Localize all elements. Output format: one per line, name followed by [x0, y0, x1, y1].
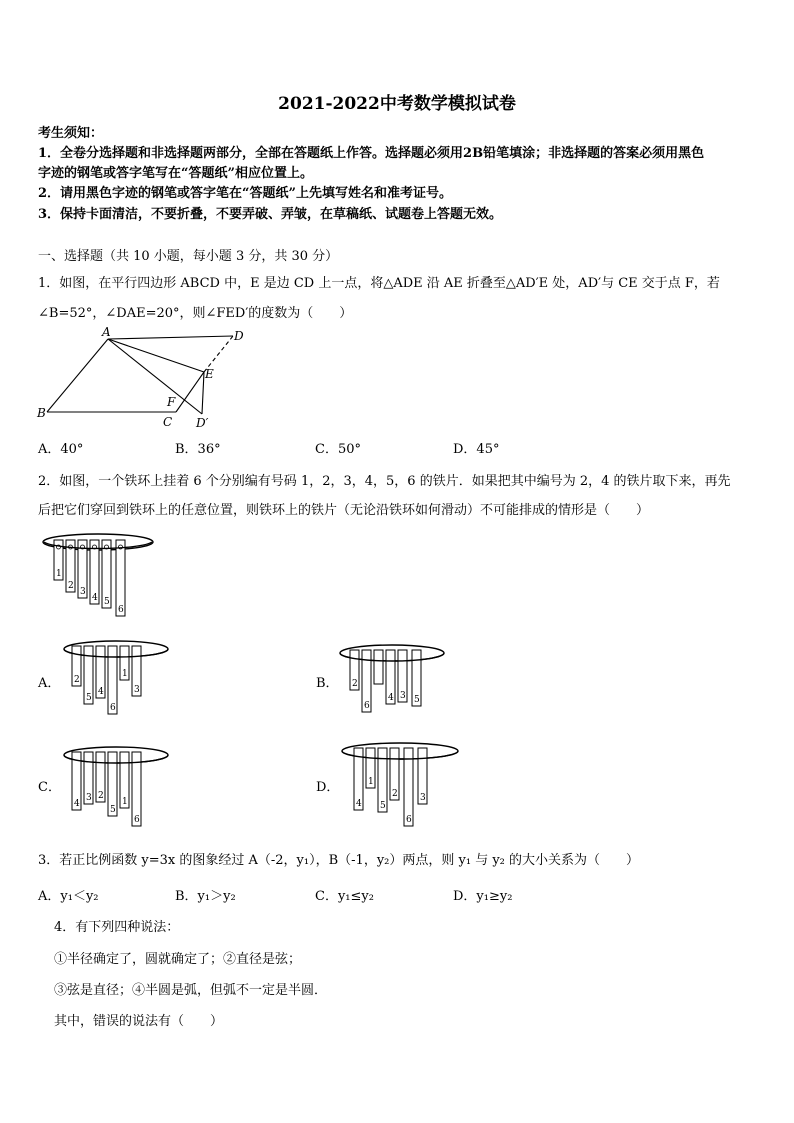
- q3-option-d: D．y₁≥y₂: [453, 889, 513, 904]
- side-ab: [47, 339, 108, 412]
- q2-option-c-label: C．: [38, 780, 61, 795]
- q2-b-num-5: 5: [414, 695, 420, 705]
- q2-a-num-2: 5: [86, 693, 92, 703]
- q2-a-num-6: 3: [134, 685, 140, 695]
- q2-c-num-1: 4: [74, 799, 80, 809]
- q2-option-d-figure: [340, 738, 462, 828]
- q2-stem-line1: 2．如图，一个铁环上挂着 6 个分别编有号码 1，2，3，4，5，6 的铁片．如果把其中编号为 2，4 的铁片取下来，再先: [38, 474, 731, 489]
- q2-a-num-4: 6: [110, 703, 116, 713]
- q2-d-num-6: 3: [420, 793, 426, 803]
- section-heading: 一、选择题（共 10 小题，每小题 3 分，共 30 分）: [38, 249, 339, 264]
- q2-option-a-label: A．: [38, 676, 61, 691]
- notice-item-3: 3．保持卡面清洁，不要折叠，不要弄破、弄皱，在草稿纸、试题卷上答题无效。: [38, 207, 503, 222]
- q2-c-num-4: 5: [110, 805, 116, 815]
- q2-c-num-2: 3: [86, 793, 92, 803]
- label-d: D: [234, 329, 244, 343]
- q2-main-num-3: 3: [80, 587, 86, 597]
- q2-a-num-5: 1: [122, 669, 128, 679]
- segment-ad-prime: [108, 339, 202, 414]
- label-e: E: [205, 367, 214, 381]
- q1-stem-line2: ∠B=52°，∠DAE=20°，则∠FED′的度数为（ ）: [38, 306, 353, 321]
- q2-b-num-3: 4: [388, 693, 394, 703]
- q2-stem-line2: 后把它们穿回到铁环上的任意位置，则铁环上的铁片（无论沿铁环如何滑动）不可能排成的情形是（ ）: [38, 503, 650, 518]
- q2-main-num-6: 6: [118, 605, 124, 615]
- label-f: F: [167, 395, 176, 409]
- q1-option-b: B．36°: [175, 442, 221, 457]
- side-ad: [108, 336, 233, 339]
- q3-stem: 3．若正比例函数 y=3x 的图象经过 A（-2，y₁），B（-1，y₂）两点，则 y₁ 与 y₂ 的大小关系为（ ）: [38, 853, 640, 868]
- q2-option-d-label: D．: [316, 780, 340, 795]
- q4-statement-1-2: ①半径确定了，圆就确定了；②直径是弦；: [54, 952, 302, 967]
- notice-item-2: 2．请用黑色字迹的钢笔或答字笔在“答题纸”上先填写姓名和准考证号。: [38, 186, 453, 201]
- q3-option-c: C．y₁≤y₂: [315, 889, 374, 904]
- q1-stem-line1: 1．如图，在平行四边形 ABCD 中，E 是边 CD 上一点，将△ADE 沿 AE 折叠至△AD′E 处，AD′与 CE 交于点 F，若: [38, 276, 720, 291]
- q2-main-ring-figure: [40, 528, 160, 620]
- q2-d-num-5: 6: [406, 815, 412, 825]
- page-title: 2021-2022中考数学模拟试卷: [278, 94, 516, 114]
- q4-stem: 4．有下列四种说法：: [54, 920, 180, 935]
- q1-parallelogram-figure: [36, 326, 251, 430]
- label-c: C: [163, 415, 173, 429]
- q1-option-c: C．50°: [315, 442, 361, 457]
- q2-a-num-3: 4: [98, 687, 104, 697]
- q2-b-num-4: 3: [400, 691, 406, 701]
- notice-heading: 考生须知：: [38, 126, 104, 141]
- q3-option-a: A．y₁＜y₂: [38, 889, 99, 904]
- q2-d-num-3: 5: [380, 801, 386, 811]
- q2-main-num-2: 2: [68, 581, 74, 591]
- q2-b-num-2: 6: [364, 701, 370, 711]
- label-d-prime: D′: [196, 416, 209, 430]
- q2-d-num-1: 4: [356, 799, 362, 809]
- q2-option-b-label: B．: [316, 676, 339, 691]
- q1-option-d: D．45°: [453, 442, 500, 457]
- notice-item-1: 1．全卷分选择题和非选择题两部分，全部在答题纸上作答。选择题必须用2B铅笔填涂；非选择题的答案必须用黑色: [38, 146, 705, 161]
- q2-c-num-5: 1: [122, 797, 128, 807]
- q2-a-num-1: 2: [74, 675, 80, 685]
- q1-option-a: A．40°: [38, 442, 84, 457]
- q2-option-a-figure: [62, 636, 172, 718]
- q4-question: 其中，错误的说法有（ ）: [54, 1014, 224, 1029]
- q2-c-num-3: 2: [98, 791, 104, 801]
- q4-statement-3-4: ③弦是直径；④半圆是弧，但弧不一定是半圆．: [54, 983, 328, 998]
- q2-d-num-4: 2: [392, 789, 398, 799]
- q2-option-c-figure: [62, 742, 172, 828]
- q2-b-num-1: 2: [352, 679, 358, 689]
- q2-main-num-4: 4: [92, 593, 98, 603]
- fold-line-ae: [108, 339, 204, 372]
- q2-main-num-5: 5: [104, 597, 110, 607]
- q3-option-b: B．y₁＞y₂: [175, 889, 236, 904]
- q2-main-num-1: 1: [56, 569, 62, 579]
- notice-item-1-cont: 字迹的钢笔或答字笔写在“答题纸”相应位置上。: [38, 166, 313, 181]
- segment-ce: [176, 372, 204, 412]
- segment-ed-prime: [202, 372, 204, 414]
- q2-c-num-6: 6: [134, 815, 140, 825]
- label-b: B: [37, 406, 46, 420]
- label-a: A: [102, 326, 111, 339]
- q2-d-num-2: 1: [368, 777, 374, 787]
- q2-option-b-figure: [338, 640, 448, 722]
